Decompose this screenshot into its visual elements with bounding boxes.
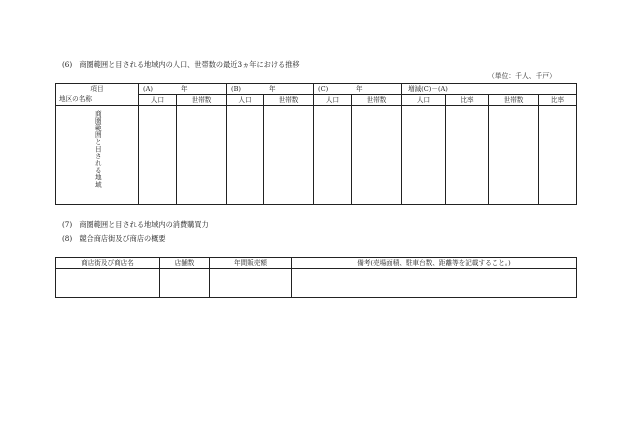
- data-cell: [314, 106, 352, 205]
- competitor-table: [55, 257, 577, 298]
- header-year-a: [139, 84, 227, 95]
- data-cell: [160, 269, 210, 298]
- header-area-name: 地区の名称: [56, 95, 139, 106]
- col-pop-ratio: 比率: [446, 95, 489, 106]
- data-cell: [352, 106, 402, 205]
- unit-note: （単位：千人、千戸）: [488, 72, 556, 80]
- col-pop-change: 人口: [402, 95, 446, 106]
- year-b-suffix: 年: [269, 85, 276, 93]
- header-store-name: 商店街及び商店名: [56, 258, 160, 269]
- population-households-table: [55, 83, 577, 205]
- col-pop-b: 人口: [227, 95, 264, 106]
- header-store-count: 店舗数: [160, 258, 210, 269]
- data-cell: [227, 106, 264, 205]
- year-c-suffix: 年: [356, 85, 363, 93]
- header-remarks: 備考(売場面積、駐車台数、距離等を記載すること。): [292, 258, 577, 269]
- year-c-label: (C): [318, 85, 329, 93]
- area-name-cell: [56, 106, 139, 205]
- data-cell: [177, 106, 227, 205]
- col-pop-a: 人口: [139, 95, 177, 106]
- year-b-label: (B): [231, 85, 241, 93]
- col-households-a: 世帯数: [177, 95, 227, 106]
- header-item: 項目: [56, 84, 139, 95]
- col-households-change: 世帯数: [489, 95, 539, 106]
- year-a-label: (A): [143, 85, 153, 93]
- year-a-suffix: 年: [181, 85, 188, 93]
- data-cell: [489, 106, 539, 205]
- data-cell: [139, 106, 177, 205]
- col-households-b: 世帯数: [264, 95, 314, 106]
- header-year-c: [314, 84, 402, 95]
- data-cell: [446, 106, 489, 205]
- area-vertical-label: 商圏範囲と目される地域: [93, 110, 102, 189]
- header-annual-sales: 年間販売額: [210, 258, 292, 269]
- data-cell: [210, 269, 292, 298]
- data-cell: [539, 106, 577, 205]
- header-year-b: [227, 84, 314, 95]
- section6-heading: (6) 商圏範囲と目される地域内の人口、世帯数の最近3ヵ年における推移: [62, 60, 300, 69]
- section7-heading: (7) 商圏範囲と目される地域内の消費購買力: [62, 220, 209, 229]
- section8-heading: (8) 競合商店街及び商店の概要: [62, 234, 166, 243]
- data-cell: [402, 106, 446, 205]
- col-pop-c: 人口: [314, 95, 352, 106]
- header-change: 増減(C)－(A): [402, 84, 577, 95]
- data-cell: [264, 106, 314, 205]
- data-cell: [292, 269, 577, 298]
- col-households-ratio: 比率: [539, 95, 577, 106]
- data-cell: [56, 269, 160, 298]
- col-households-c: 世帯数: [352, 95, 402, 106]
